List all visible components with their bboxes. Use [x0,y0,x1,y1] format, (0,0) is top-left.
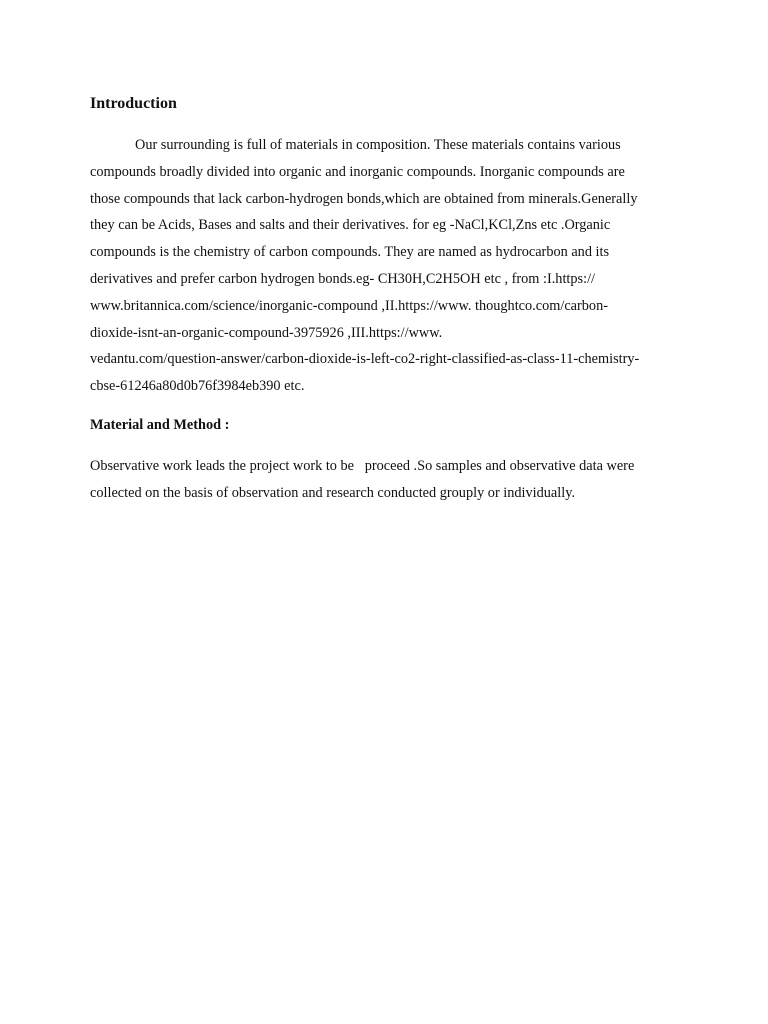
paragraph-line: vedantu.com/question-answer/carbon-dioxide-is-left-co2-right-classified-as-class-11-chemistry- [90,351,640,368]
paragraph-line: derivatives and prefer carbon hydrogen bonds.eg- CH30H,C2H5OH etc , from :I.https:// [90,270,596,287]
paragraph-line: compounds broadly divided into organic and inorganic compounds. Inorganic compounds are [90,163,625,180]
paragraph-line: they can be Acids, Bases and salts and their derivatives. for eg -NaCl,KCl,Zns etc .Organic [90,217,611,234]
material-method-paragraph [90,453,634,507]
introduction-paragraph [90,132,639,400]
paragraph-line: compounds is the chemistry of carbon compounds. They are named as hydrocarbon and its [90,244,610,261]
paragraph-line: those compounds that lack carbon-hydrogen bonds,which are obtained from minerals.Generally [90,190,638,207]
paragraph-line: collected on the basis of observation and research conducted grouply or individually. [90,484,576,501]
paragraph-line: www.britannica.com/science/inorganic-compound ,II.https://www. thoughtco.com/carbon- [90,297,608,314]
material-method-heading [90,414,229,436]
material-method-heading-colon: : [221,417,230,433]
paragraph-line: dioxide-isnt-an-organic-compound-3975926 ,III.https://www. [90,324,443,341]
paragraph-line: Observative work leads the project work to be proceed .So samples and observative data were [90,458,635,474]
paragraph-line: cbse-61246a80d0b76f3984eb390 etc. [90,378,305,395]
introduction-heading: Introduction [90,95,177,112]
paragraph-line: Our surrounding is full of materials in composition. These materials contains various [135,137,621,153]
material-method-heading-text: Material and Method [90,417,222,433]
